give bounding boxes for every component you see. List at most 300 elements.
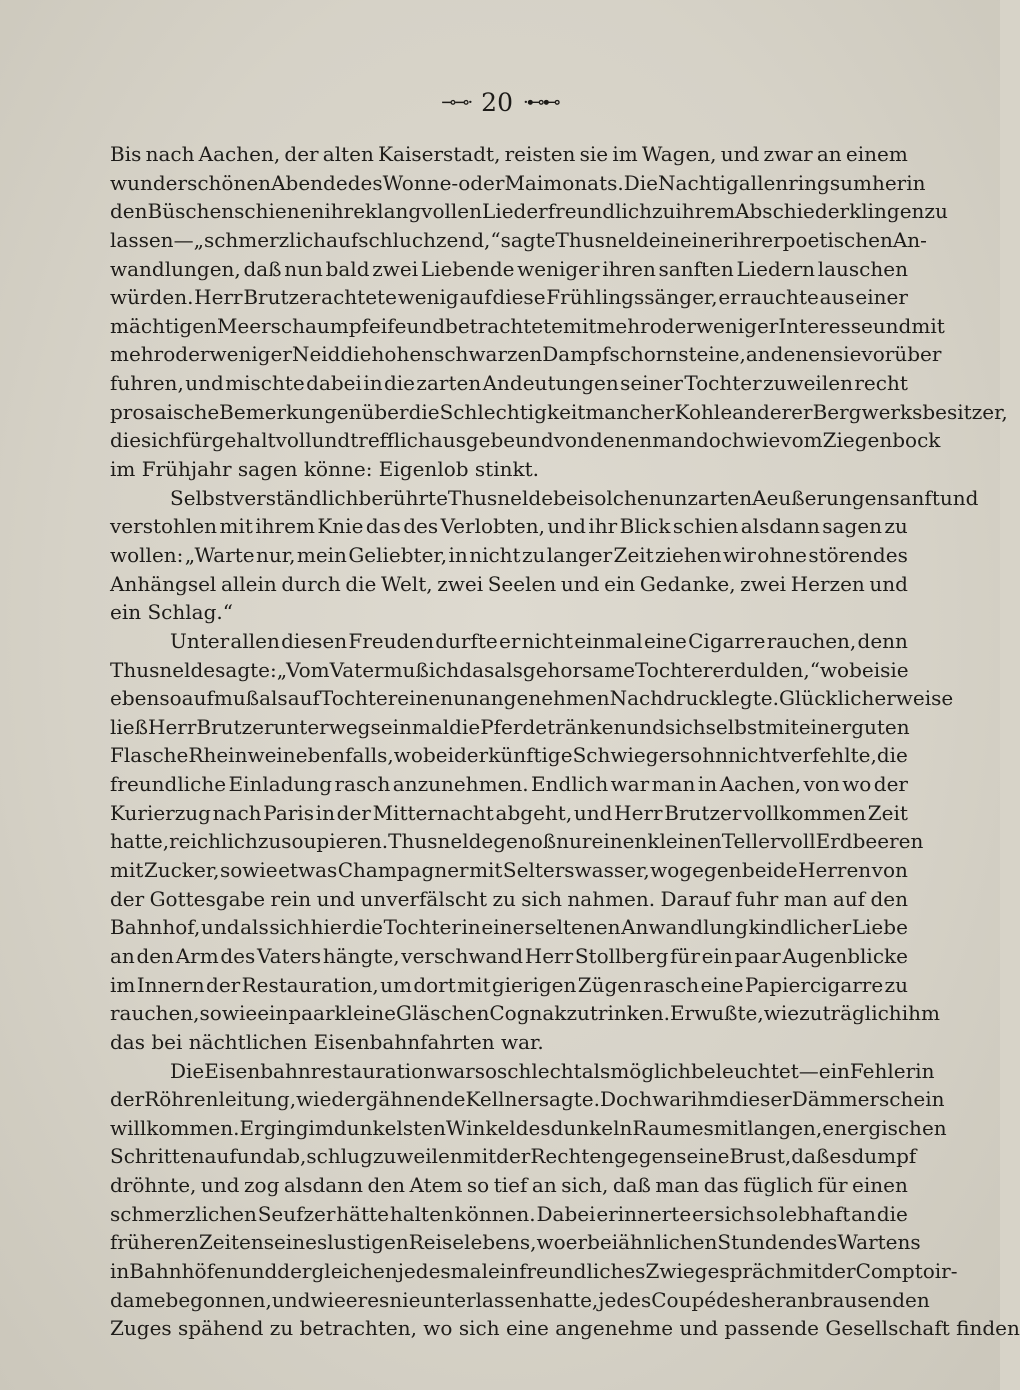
word: alsdann [740, 514, 820, 539]
word: die [876, 743, 908, 768]
word: und [200, 1173, 240, 1198]
word: daß [791, 1144, 830, 1169]
word: bei [151, 1029, 183, 1054]
word: Brust, [729, 1144, 792, 1169]
word: jedesmal [397, 1258, 488, 1283]
word: Zügen [577, 972, 643, 997]
word: dumpf [851, 1144, 917, 1169]
word: sich [714, 1201, 756, 1226]
word: mit [469, 858, 503, 883]
word: etwas [278, 858, 338, 883]
word: ein [257, 1001, 289, 1026]
word: spähend [178, 1316, 264, 1341]
word: Interesse [778, 313, 873, 338]
word: und [869, 571, 908, 596]
word: in [906, 170, 926, 195]
text-line [110, 340, 942, 369]
word: zu [924, 199, 948, 224]
word: mein [296, 542, 347, 567]
word: die [351, 915, 383, 940]
word: einer [481, 915, 534, 940]
word: doch [695, 428, 745, 453]
word: zu [492, 886, 516, 911]
word: Neid [291, 342, 341, 367]
word: sich, [561, 1173, 609, 1198]
word: alsdann [283, 1173, 363, 1198]
word: in [315, 800, 335, 825]
word: seines [263, 1230, 328, 1255]
word: die [876, 1201, 908, 1226]
word: eine [643, 628, 687, 653]
word: mit [110, 858, 144, 883]
word: langen, [747, 1115, 823, 1140]
text-line [110, 627, 908, 656]
word: Mitternacht [372, 800, 494, 825]
word: könne: [303, 457, 373, 482]
word: mit [457, 972, 491, 997]
word: Winkel [445, 1115, 516, 1140]
word: in [660, 227, 680, 252]
word: Frühlingssänger, [546, 285, 718, 310]
word: nur, [256, 542, 296, 567]
word: Comptoir- [855, 1258, 958, 1283]
word: Freuden [348, 628, 435, 653]
word: er [565, 1230, 588, 1255]
word: Röhrenleitung, [144, 1087, 297, 1112]
word: man [651, 772, 696, 797]
word: aufschluchzend,“ [326, 227, 501, 252]
word: Knie [317, 514, 364, 539]
text-line [110, 369, 908, 398]
word: Schlag.“ [147, 600, 233, 625]
word: Herr [148, 714, 197, 739]
word: Zuges [110, 1316, 172, 1341]
word: verschwand [401, 943, 524, 968]
word: unverfälscht [360, 886, 488, 911]
word: wenig [397, 285, 459, 310]
word: einmal [380, 714, 450, 739]
word: Atem [409, 1173, 463, 1198]
word: die [383, 371, 416, 396]
word: wie [296, 1087, 332, 1112]
word: zuweilen [372, 1144, 463, 1169]
word: den [136, 943, 175, 968]
text-line [110, 1085, 945, 1114]
text-line [110, 1314, 1020, 1343]
word: auf [459, 285, 492, 310]
word: Welt, [381, 571, 433, 596]
word: Darauf [660, 886, 731, 911]
word: man [655, 1173, 700, 1198]
word: sanft [889, 485, 940, 510]
word: Tochter [684, 371, 762, 396]
word: zwei [437, 571, 484, 596]
word: für [181, 428, 212, 453]
word: ebenfalls, [295, 743, 394, 768]
word: Schritten [110, 1144, 205, 1169]
word: zu [884, 972, 908, 997]
word: Kohle [674, 399, 733, 424]
word: erinnerte [596, 1201, 692, 1226]
word: man [652, 428, 696, 453]
word: ihr [588, 514, 618, 539]
word: Wonne- [382, 170, 459, 195]
word: man [783, 886, 828, 911]
paragraph [110, 1057, 1020, 1343]
word: anzunehmen. [392, 772, 529, 797]
word: ein [701, 943, 733, 968]
word: Stollberg [574, 943, 669, 968]
word: muß [383, 657, 429, 682]
text-line [110, 455, 908, 484]
word: vom [780, 428, 823, 453]
word: eine [505, 1316, 549, 1341]
word: fuhr [735, 886, 779, 911]
word: sagen [237, 457, 298, 482]
word: wobei [393, 743, 454, 768]
text-line [110, 827, 924, 856]
word: wandlungen, [110, 256, 241, 281]
word: heranbrausenden [751, 1287, 930, 1312]
text-line [110, 197, 948, 226]
word: zu [652, 199, 676, 224]
word: trinken. [589, 1001, 670, 1026]
word: einen [591, 829, 648, 854]
word: seine [676, 1144, 730, 1169]
text-line [110, 283, 908, 312]
word: alten [322, 142, 374, 166]
word: Augenblicke [782, 943, 908, 968]
word: einem [845, 142, 908, 166]
word: Unter [170, 628, 230, 653]
word: des [716, 1287, 752, 1312]
word: nach [145, 142, 195, 166]
word: das [110, 1029, 145, 1054]
word: mit [765, 714, 799, 739]
word: ähnlichen [618, 1230, 718, 1255]
word: reisten [504, 142, 576, 166]
body-text [110, 140, 1020, 1343]
word: recht [854, 371, 908, 396]
word: angenehme [555, 1316, 674, 1341]
word: gierigen [491, 972, 577, 997]
word: Zeit [867, 800, 908, 825]
word: war [652, 1087, 691, 1112]
text-line [110, 1257, 958, 1286]
word: Maimonats. [504, 170, 624, 195]
word: zu [566, 1001, 590, 1026]
word: mit [911, 313, 945, 338]
word: als [240, 915, 269, 940]
word: muß [213, 686, 260, 711]
word: dunkeln [550, 1115, 633, 1140]
word: als [581, 1058, 611, 1083]
word: rein [270, 886, 312, 911]
word: dergleichen [277, 1258, 398, 1283]
word: freundliche [110, 772, 227, 797]
word: nie [389, 1287, 421, 1312]
word: freundlich [547, 199, 652, 224]
word: prosaische [110, 399, 220, 424]
word: Nachdruck [609, 686, 722, 711]
word: sich [664, 714, 706, 739]
word: gegen [614, 1144, 677, 1169]
word: denn [857, 628, 908, 653]
word: nicht [469, 542, 521, 567]
word: lauschen [817, 256, 908, 281]
word: energischen [822, 1115, 947, 1140]
word: wollen: [110, 542, 184, 567]
word: mit [787, 1258, 822, 1283]
word: ein [487, 1258, 520, 1283]
word: Tochter [319, 686, 398, 711]
word: Kaiserstadt, [378, 142, 501, 166]
text-line [110, 255, 908, 284]
word: auf [832, 886, 866, 911]
word: gehorsame [522, 657, 635, 682]
word: zwei [372, 256, 419, 281]
word: allen [230, 628, 280, 653]
word: Restauration, [241, 972, 379, 997]
word: wir [722, 542, 756, 567]
word: Abschied [735, 199, 828, 224]
word: finden [956, 1316, 1020, 1341]
word: Einladung [228, 772, 333, 797]
word: Verlobten, [440, 514, 545, 539]
word: unterwegs [273, 714, 381, 739]
word: Papiercigarre [744, 972, 884, 997]
word: Herr [614, 800, 663, 825]
word: Frühjahr [141, 457, 232, 482]
word: Erdbeeren [815, 829, 924, 854]
word: und [200, 915, 240, 940]
word: mächtigen [110, 313, 217, 338]
word: beleuchtet [691, 1058, 799, 1083]
word: Wartens [837, 1230, 921, 1255]
word: er [345, 1287, 368, 1312]
word: lassen [110, 227, 174, 252]
word: Thusnelde [447, 485, 554, 510]
word: sich [141, 428, 182, 453]
word: fuhren, [110, 371, 184, 396]
word: dunkelsten [333, 1115, 446, 1140]
word: und [515, 428, 554, 453]
word: war. [501, 1029, 544, 1054]
word: rasch [334, 772, 391, 797]
word: von [871, 858, 908, 883]
word: und [679, 1316, 719, 1341]
word: Wagen, [641, 142, 717, 166]
word: wo [842, 772, 872, 797]
text-line [110, 799, 908, 828]
word: schwarzen [434, 342, 543, 367]
word: Brutzer [243, 285, 321, 310]
word: ihrer [732, 227, 783, 252]
word: Seufzer [257, 1201, 336, 1226]
word: für [817, 1173, 848, 1198]
word: Aachen, [198, 142, 281, 166]
page-number: 20 [481, 87, 513, 117]
word: Bemerkungen [219, 399, 362, 424]
word: des [515, 1115, 551, 1140]
word: rauchte [740, 285, 819, 310]
word: rauchen, [110, 1001, 200, 1026]
word: Aeußerungen [752, 485, 890, 510]
word: sie [579, 142, 609, 166]
text-line [110, 999, 940, 1028]
word: ihre [324, 199, 366, 224]
word: Doch [600, 1087, 653, 1112]
text-line [110, 741, 908, 770]
word: einer [679, 227, 733, 252]
word: genoß [493, 829, 557, 854]
word: trefflich [350, 428, 431, 453]
text-line [110, 512, 908, 541]
word: erdulden,“ [712, 657, 820, 682]
word: und [316, 886, 356, 911]
word: diesen [281, 628, 348, 653]
word: freundliches [519, 1258, 646, 1283]
word: Dabei [536, 1201, 596, 1226]
word: als [259, 686, 288, 711]
word: an [110, 943, 135, 968]
word: ohne [757, 542, 807, 567]
paragraph [110, 484, 979, 627]
word: ging [263, 1115, 309, 1140]
word: oder [458, 170, 505, 195]
word: sie [880, 657, 909, 682]
word: und [626, 714, 665, 739]
word: der [821, 1258, 856, 1283]
word: ebenso [110, 686, 182, 711]
word: der [110, 1087, 145, 1112]
word: der [206, 972, 241, 997]
word: — [798, 1058, 819, 1083]
word: Zwiegespräch [645, 1258, 788, 1283]
word: reichlich [169, 829, 258, 854]
word: diese [492, 285, 546, 310]
word: in [461, 915, 481, 940]
text-line [110, 398, 1008, 427]
word: Thusnelde [388, 829, 494, 854]
word: Teller [721, 829, 780, 854]
word: sowie [199, 1001, 258, 1026]
word: zu [521, 542, 546, 567]
word: tief [493, 1173, 528, 1198]
word: Geliebter, [348, 542, 448, 567]
word: im [110, 972, 136, 997]
word: vollkommen [743, 800, 867, 825]
word: den [110, 199, 148, 224]
word: künftige [488, 743, 573, 768]
word: auf [287, 686, 320, 711]
word: Nachtigallen [658, 170, 789, 195]
word: Arm [175, 943, 219, 968]
word: ich [428, 657, 460, 682]
word: verstohlen [110, 514, 218, 539]
word: Bahnhöfen [129, 1258, 239, 1283]
word: Selbstverständlich [170, 485, 359, 510]
word: nach [212, 800, 262, 825]
word: Büschen [147, 199, 235, 224]
text-line [110, 1171, 908, 1200]
word: mit [462, 1144, 497, 1169]
word: Dämmerschein [791, 1087, 945, 1112]
word: denen [589, 428, 653, 453]
word: sich [458, 1316, 500, 1341]
word: tränken [547, 714, 627, 739]
word: das [459, 657, 495, 682]
word: er [692, 1201, 714, 1226]
word: gähnende [365, 1087, 466, 1112]
word: Gedanke, [639, 571, 736, 596]
word: des [347, 170, 383, 195]
word: mehr [596, 313, 650, 338]
word: Aachen, [719, 772, 802, 797]
word: zwar [763, 142, 813, 166]
word: sagte [500, 227, 556, 252]
word: nicht [727, 743, 780, 768]
word: und [185, 371, 224, 396]
word: ein [110, 600, 142, 625]
word: Innern [136, 972, 205, 997]
word: mit [219, 514, 253, 539]
text-line [110, 1057, 935, 1086]
word: daß [243, 256, 282, 281]
word: Liebe [851, 915, 908, 940]
word: störendes [808, 542, 908, 567]
word: im [308, 1115, 334, 1140]
word: einen [397, 686, 454, 711]
word: Er [669, 1001, 695, 1026]
word: Eisenbahnrestauration [204, 1058, 437, 1083]
word: von [553, 428, 590, 453]
word: er [718, 285, 740, 310]
word: Gottesgabe [149, 886, 266, 911]
word: früheren [110, 1230, 199, 1255]
word: Brutzer [196, 714, 274, 739]
text-line [110, 1286, 930, 1315]
word: mehr [110, 342, 164, 367]
word: Blick [619, 514, 671, 539]
word: an [851, 1201, 876, 1226]
word: und [236, 1144, 276, 1169]
word: der [454, 743, 489, 768]
word: schmerzlichen [110, 1201, 257, 1226]
word: klangvollen [365, 199, 483, 224]
paragraph [110, 140, 1008, 484]
word: würden. [110, 285, 194, 310]
word: und [720, 142, 760, 166]
word: Stunden [717, 1230, 803, 1255]
word: der [284, 142, 319, 166]
word: sowie [219, 858, 278, 883]
word: im [110, 457, 136, 482]
word: in [697, 772, 718, 797]
text-line [110, 971, 908, 1000]
word: wo [536, 1230, 566, 1255]
text-line [110, 426, 941, 455]
word: seltenen [534, 915, 621, 940]
word: Coupé [651, 1287, 717, 1312]
word: oder [649, 313, 696, 338]
word: Die [623, 170, 659, 195]
word: abgeht, [495, 800, 573, 825]
word: über [361, 399, 409, 424]
word: zu [257, 829, 282, 854]
word: Er [239, 1115, 264, 1140]
word: dabei [306, 371, 362, 396]
